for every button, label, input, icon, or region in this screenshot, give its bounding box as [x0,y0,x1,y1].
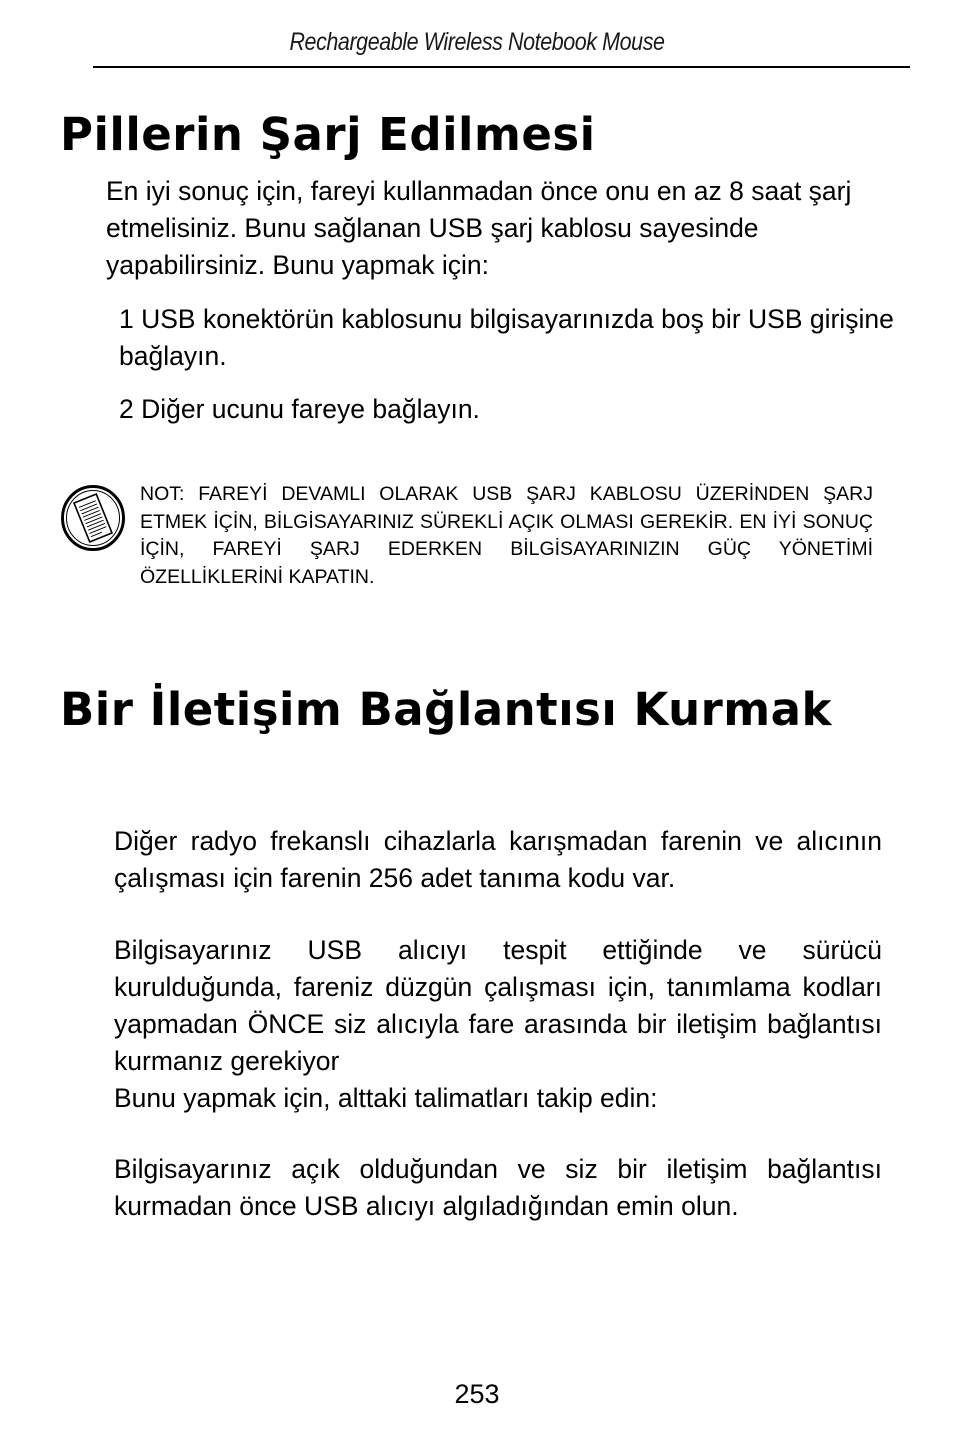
charging-step-2: 2 Diğer ucunu fareye bağlayın. [119,394,480,424]
running-header: Rechargeable Wireless Notebook Mouse [289,28,665,56]
note-paper-icon [60,484,126,552]
connection-paragraph-1: Diğer radyo frekanslı cihazlarla karışmadan farenin ve alıcının çalışması için farenin 256 adet tanıma kodu var. [114,826,882,893]
page-number: 253 [454,1379,500,1409]
connection-instruction-line: Bunu yapmak için, alttaki talimatları takip edin: [114,1083,658,1113]
connection-paragraph-2 [114,932,882,1117]
note-text: NOT: FAREYİ DEVAMLI OLARAK USB ŞARJ KABLOSU ÜZERİNDEN ŞARJ ETMEK İÇİN, BİLGİSAYARINIZ SÜREKLİ AÇIK OLMASI GEREKİR. EN İYİ SONUÇ İÇİN, FAREYİ ŞARJ EDERKEN BİLGİSAYARINIZIN GÜÇ YÖNETİMİ ÖZELLİKLERİNİ KAPATIN. [140,483,873,588]
charging-intro-paragraph: En iyi sonuç için, fareyi kullanmadan önce onu en az 8 saat şarj etmelisiniz. Bunu sağlanan USB şarj kablosu sayesinde yapabilirsiniz. Bunu yapmak için: [106,176,852,280]
section-title-connection: Bir İletişim Bağlantısı Kurmak [60,683,832,736]
charging-step-1: 1 USB konektörün kablosunu bilgisayarınızda boş bir USB girişine bağlayın. [119,304,894,371]
header-rule [93,66,910,68]
connection-paragraph-2-text: Bilgisayarınız USB alıcıyı tespit ettiğinde ve sürücü kurulduğunda, fareniz düzgün çalışması için, tanımlama kodları yapmadan ÖNCE siz alıcıyla fare arasında bir iletişim bağlantısı kurmanız gerekiyor [114,935,882,1076]
section-title-charging: Pillerin Şarj Edilmesi [60,108,596,161]
connection-paragraph-3: Bilgisayarınız açık olduğundan ve siz bir iletişim bağlantısı kurmadan önce USB alıcıyı algıladığından emin olun. [114,1154,882,1221]
